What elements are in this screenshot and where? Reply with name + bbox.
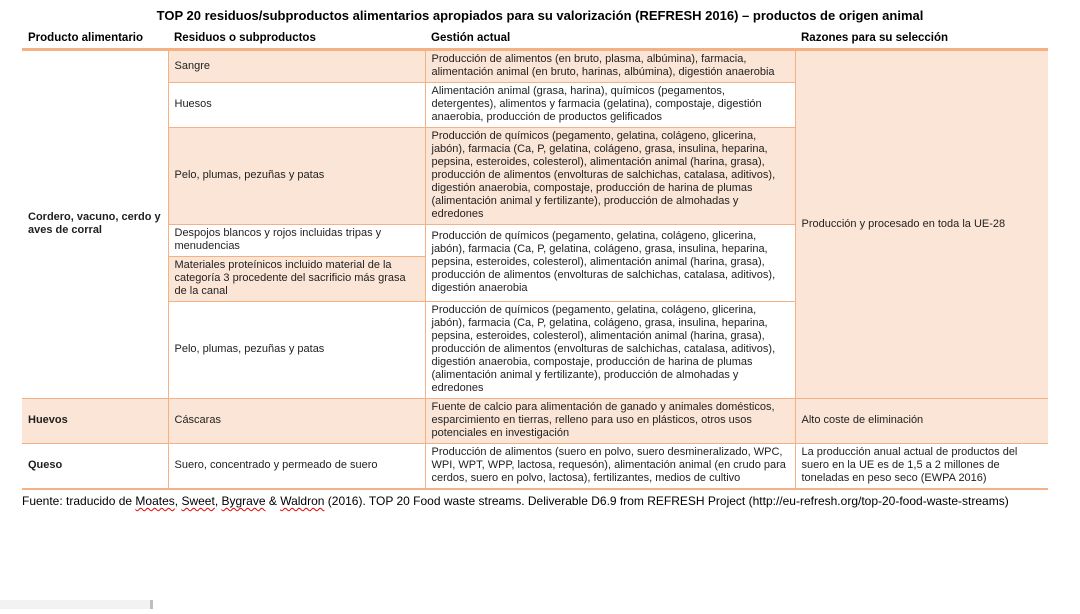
razones-cell: Alto coste de eliminación [795, 399, 1048, 444]
col-header-gestion: Gestión actual [425, 32, 795, 50]
source-note [22, 494, 1080, 508]
source-ampersand: & [265, 494, 281, 508]
producto-cell: Huevos [22, 399, 168, 444]
gestion-cell: Producción de químicos (pegamento, gelatina, colágeno, glicerina, jabón), farmacia (Ca, P, gelatina, colágeno, grasa, insulina, heparina, pepsina, esteroides, colesterol), alimentación animal (harina, grasa), producción de alimentos (envolturas de salchichas, catalasa, aditivos), digestión anaerobia, compostaje, producción de harina de plumas (alimentación animal y fertilizante), producción de almohadas y edredones [425, 302, 795, 399]
gestion-cell: Producción de alimentos (en bruto, plasma, albúmina), farmacia, alimentación animal (en bruto, harinas, albúmina), digestión anaerobia [425, 50, 795, 83]
source-text-suffix: (2016). TOP 20 Food waste streams. Deliverable D6.9 from REFRESH Project (http://eu-refresh.org/top-20-food-waste-streams) [324, 494, 1009, 508]
gestion-cell: Producción de químicos (pegamento, gelatina, colágeno, glicerina, jabón), farmacia (Ca, P, gelatina, colágeno, grasa, insulina, heparina, pepsina, esteroides, colesterol), alimentación animal (harina, grasa), producción de alimentos (envolturas de salchichas, catalasa, aditivos), digestión anaerobia, compostaje, producción de harina de plumas (alimentación animal y fertilizante), producción de almohadas y edredones [425, 128, 795, 225]
misspelled-word: Sweet [181, 494, 215, 508]
residuo-cell: Sangre [168, 50, 425, 83]
residuo-cell: Suero, concentrado y permeado de suero [168, 444, 425, 490]
source-separator: , [214, 494, 222, 508]
source-separator: , [174, 494, 182, 508]
razones-cell: La producción anual actual de productos del suero en la UE es de 1,5 a 2 millones de toneladas en peso seco (EWPA 2016) [795, 444, 1048, 490]
gestion-cell: Fuente de calcio para alimentación de ganado y animales domésticos, esparcimiento en tierras, relleno para uso en plásticos, otros usos potenciales en investigación [425, 399, 795, 444]
table-row [22, 399, 1048, 444]
misspelled-word: Bygrave [221, 494, 266, 508]
gestion-cell: Alimentación animal (grasa, harina), químicos (pegamentos, detergentes), alimentos y farmacia (gelatina), compostaje, digestión anaerobia, producción de productos gelificados [425, 83, 795, 128]
residuo-cell: Huesos [168, 83, 425, 128]
col-header-razones: Razones para su selección [795, 32, 1048, 50]
producto-cell: Cordero, vacuno, cerdo y aves de corral [22, 50, 168, 399]
razones-cell: Producción y procesado en toda la UE-28 [795, 50, 1048, 399]
residuo-cell: Pelo, plumas, pezuñas y patas [168, 302, 425, 399]
gestion-cell: Producción de alimentos (suero en polvo, suero desmineralizado, WPC, WPI, WPT, WPP, lactosa, requesón), alimentación animal (en crudo para cerdos, suero en polvo, lactosa), fertilizantes, medios de cultivo [425, 444, 795, 490]
scrollbar-thumb-edge[interactable] [150, 600, 153, 609]
producto-cell: Queso [22, 444, 168, 490]
residuo-cell: Pelo, plumas, pezuñas y patas [168, 128, 425, 225]
gestion-cell: Producción de químicos (pegamento, gelatina, colágeno, glicerina, jabón), farmacia (Ca, P, gelatina, colágeno, grasa, insulina, heparina, pepsina, esteroides, colesterol), alimentación animal (harina, grasa), producción de alimentos (envolturas de salchichas, catalasa, aditivos), digestión anaerobia [425, 225, 795, 302]
header-row [22, 32, 1048, 50]
misspelled-word: Moates [135, 494, 175, 508]
residuo-cell: Despojos blancos y rojos incluidas tripas y menudencias [168, 225, 425, 257]
top20-table [22, 32, 1048, 490]
table-row [22, 50, 1048, 83]
residuo-cell: Cáscaras [168, 399, 425, 444]
misspelled-word: Waldron [280, 494, 325, 508]
residuo-cell: Materiales proteínicos incluido material de la categoría 3 procedente del sacrificio más grasa de la canal [168, 257, 425, 302]
col-header-residuos: Residuos o subproductos [168, 32, 425, 50]
source-text-prefix: Fuente: traducido de [22, 494, 136, 508]
table-row [22, 444, 1048, 490]
page-title: TOP 20 residuos/subproductos alimentarios apropiados para su valorización (REFRESH 2016) – productos de origen animal [156, 8, 924, 23]
col-header-producto: Producto alimentario [22, 32, 168, 50]
scrollbar-fragment[interactable] [0, 600, 150, 609]
